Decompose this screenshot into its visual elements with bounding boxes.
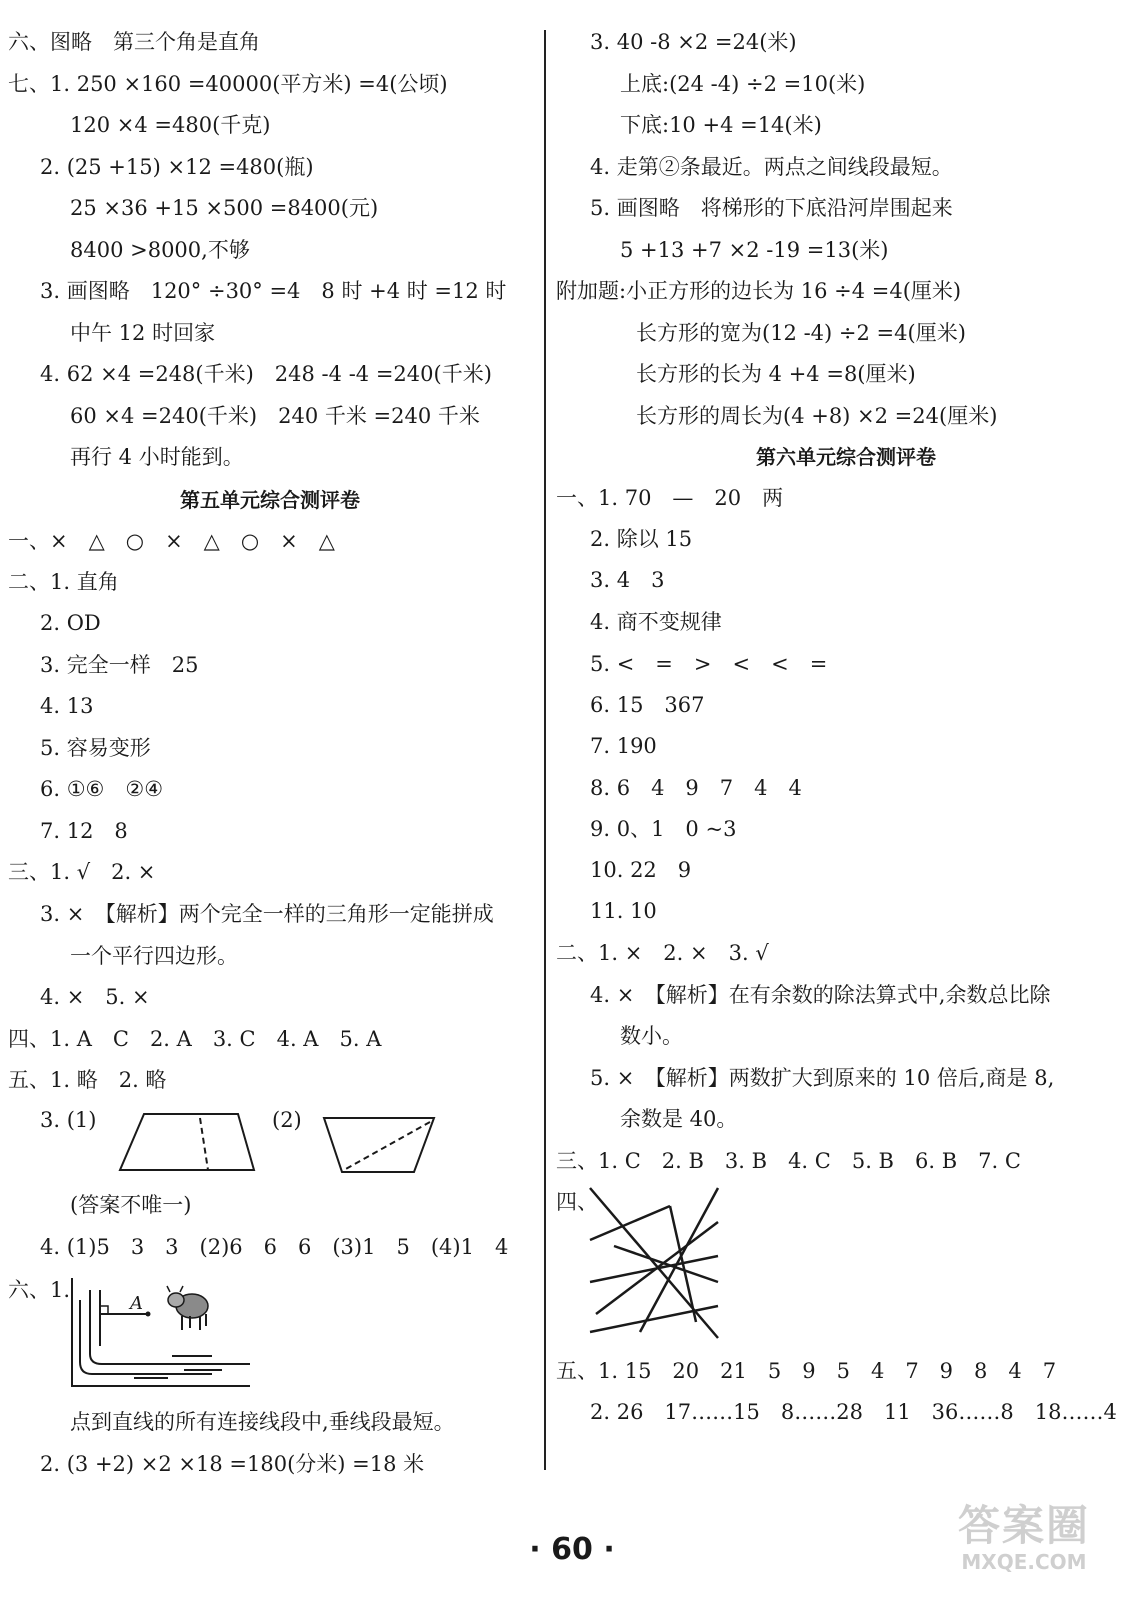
answer-line: 数小。	[620, 1024, 683, 1048]
answer-line: 6. 15 367	[590, 693, 705, 717]
answer-line: 5. 容易变形	[40, 736, 151, 760]
answer-line: 再行 4 小时能到。	[70, 445, 244, 469]
watermark-url: MXQE.COM	[961, 1550, 1087, 1574]
answer-line: 5 +13 +7 ×2 -19 =13(米)	[620, 238, 889, 262]
answer-line: 六、1.	[8, 1278, 71, 1302]
answer-line: 二、1. × 2. × 3. √	[556, 941, 769, 965]
answer-line: 60 ×4 =240(千米) 240 千米 =240 千米	[70, 404, 480, 428]
answer-line: 4. 商不变规律	[590, 610, 722, 634]
answer-line: 一个平行四边形。	[70, 944, 238, 968]
river-perpendicular-figure	[62, 1270, 252, 1394]
answer-line: 点到直线的所有连接线段中,垂线段最短。	[70, 1410, 455, 1434]
answer-line: 8. 6 4 9 7 4 4	[590, 776, 802, 800]
point-a-label: A	[130, 1293, 143, 1314]
answer-line: 8400 >8000,不够	[70, 238, 250, 262]
page-number: · 60 ·	[529, 1532, 615, 1567]
answer-line: 2. (3 +2) ×2 ×18 =180(分米) =18 米	[40, 1452, 425, 1476]
answer-line: 2. OD	[40, 611, 101, 635]
section-title: 第五单元综合测评卷	[180, 488, 360, 512]
answer-line: 余数是 40。	[620, 1107, 738, 1131]
answer-line: 一、1. 70 — 20 两	[556, 486, 784, 510]
answer-line: 25 ×36 +15 ×500 =8400(元)	[70, 196, 379, 220]
matching-lines-figure	[584, 1182, 724, 1346]
answer-line: 2. (25 +15) ×12 =480(瓶)	[40, 155, 314, 179]
trapezoid-figure-1	[116, 1110, 266, 1176]
answer-line: 四、1. A C 2. A 3. C 4. A 5. A	[8, 1027, 382, 1051]
answer-line: 三、1. √ 2. ×	[8, 860, 156, 884]
answer-line: 2. 26 17……15 8……28 11 36……8 18……4	[590, 1400, 1117, 1424]
answer-line: 3. × 【解析】两个完全一样的三角形一定能拼成	[40, 902, 494, 926]
answer-line: 五、1. 15 20 21 5 9 5 4 7 9 8 4 7	[556, 1359, 1057, 1383]
answer-line: 6. ①⑥ ②④	[40, 777, 164, 801]
answer-line: 五、1. 略 2. 略	[8, 1068, 167, 1092]
answer-line: 上底:(24 -4) ÷2 =10(米)	[620, 72, 866, 96]
answer-line: (答案不唯一)	[70, 1193, 192, 1217]
watermark-logo	[924, 1502, 1124, 1582]
answer-line: 5. × 【解析】两数扩大到原来的 10 倍后,商是 8,	[590, 1066, 1055, 1090]
answer-line: 七、1. 250 ×160 =40000(平方米) =4(公顷)	[8, 72, 448, 96]
answer-line: 六、图略 第三个角是直角	[8, 30, 260, 54]
answer-line: 5. 画图略 将梯形的下底沿河岸围起来	[590, 196, 953, 220]
answer-line: 附加题:小正方形的边长为 16 ÷4 =4(厘米)	[556, 279, 962, 303]
answer-line: 4. 13	[40, 694, 94, 718]
answer-line: 3. (1)	[40, 1108, 97, 1132]
answer-line: 下底:10 +4 =14(米)	[620, 113, 822, 137]
answer-line: 120 ×4 =480(千克)	[70, 113, 271, 137]
answer-line: 10. 22 9	[590, 858, 692, 882]
answer-line: 长方形的周长为(4 +8) ×2 =24(厘米)	[636, 404, 998, 428]
answer-line: (2)	[272, 1108, 302, 1132]
section-title: 第六单元综合测评卷	[756, 445, 936, 469]
watermark-text: 答案圈	[957, 1501, 1090, 1550]
cow-icon	[164, 1282, 214, 1334]
answer-line: 三、1. C 2. B 3. B 4. C 5. B 6. B 7. C	[556, 1149, 1021, 1173]
answer-line: 二、1. 直角	[8, 570, 119, 594]
answer-line: 4. × 【解析】在有余数的除法算式中,余数总比除	[590, 983, 1051, 1007]
answer-line: 3. 4 3	[590, 568, 665, 592]
answer-line: 7. 12 8	[40, 819, 128, 843]
answer-line: 一、× △ ○ × △ ○ × △	[8, 529, 335, 553]
trapezoid-figure-2	[320, 1114, 438, 1178]
answer-line: 4. (1)5 3 3 (2)6 6 6 (3)1 5 (4)1 4	[40, 1235, 509, 1259]
answer-line: 2. 除以 15	[590, 527, 693, 551]
answer-line: 中午 12 时回家	[70, 321, 216, 345]
answer-line: 9. 0、1 0 ~3	[590, 817, 737, 841]
answer-line: 长方形的宽为(12 -4) ÷2 =4(厘米)	[636, 321, 966, 345]
answer-line: 5. < = > < < =	[590, 652, 828, 676]
answer-line: 3. 40 -8 ×2 =24(米)	[590, 30, 797, 54]
answer-line: 四、	[556, 1190, 598, 1214]
answer-line: 3. 完全一样 25	[40, 653, 199, 677]
answer-line: 11. 10	[590, 899, 657, 923]
answer-line: 4. 走第②条最近。两点之间线段最短。	[590, 155, 953, 179]
answer-line: 3. 画图略 120° ÷30° =4 8 时 +4 时 =12 时	[40, 279, 507, 303]
answer-line: 长方形的长为 4 +4 =8(厘米)	[636, 362, 916, 386]
column-divider	[544, 30, 546, 1470]
answer-line: 4. 62 ×4 =248(千米) 248 -4 -4 =240(千米)	[40, 362, 492, 386]
answer-line: 7. 190	[590, 734, 657, 758]
answer-line: 4. × 5. ×	[40, 985, 150, 1009]
